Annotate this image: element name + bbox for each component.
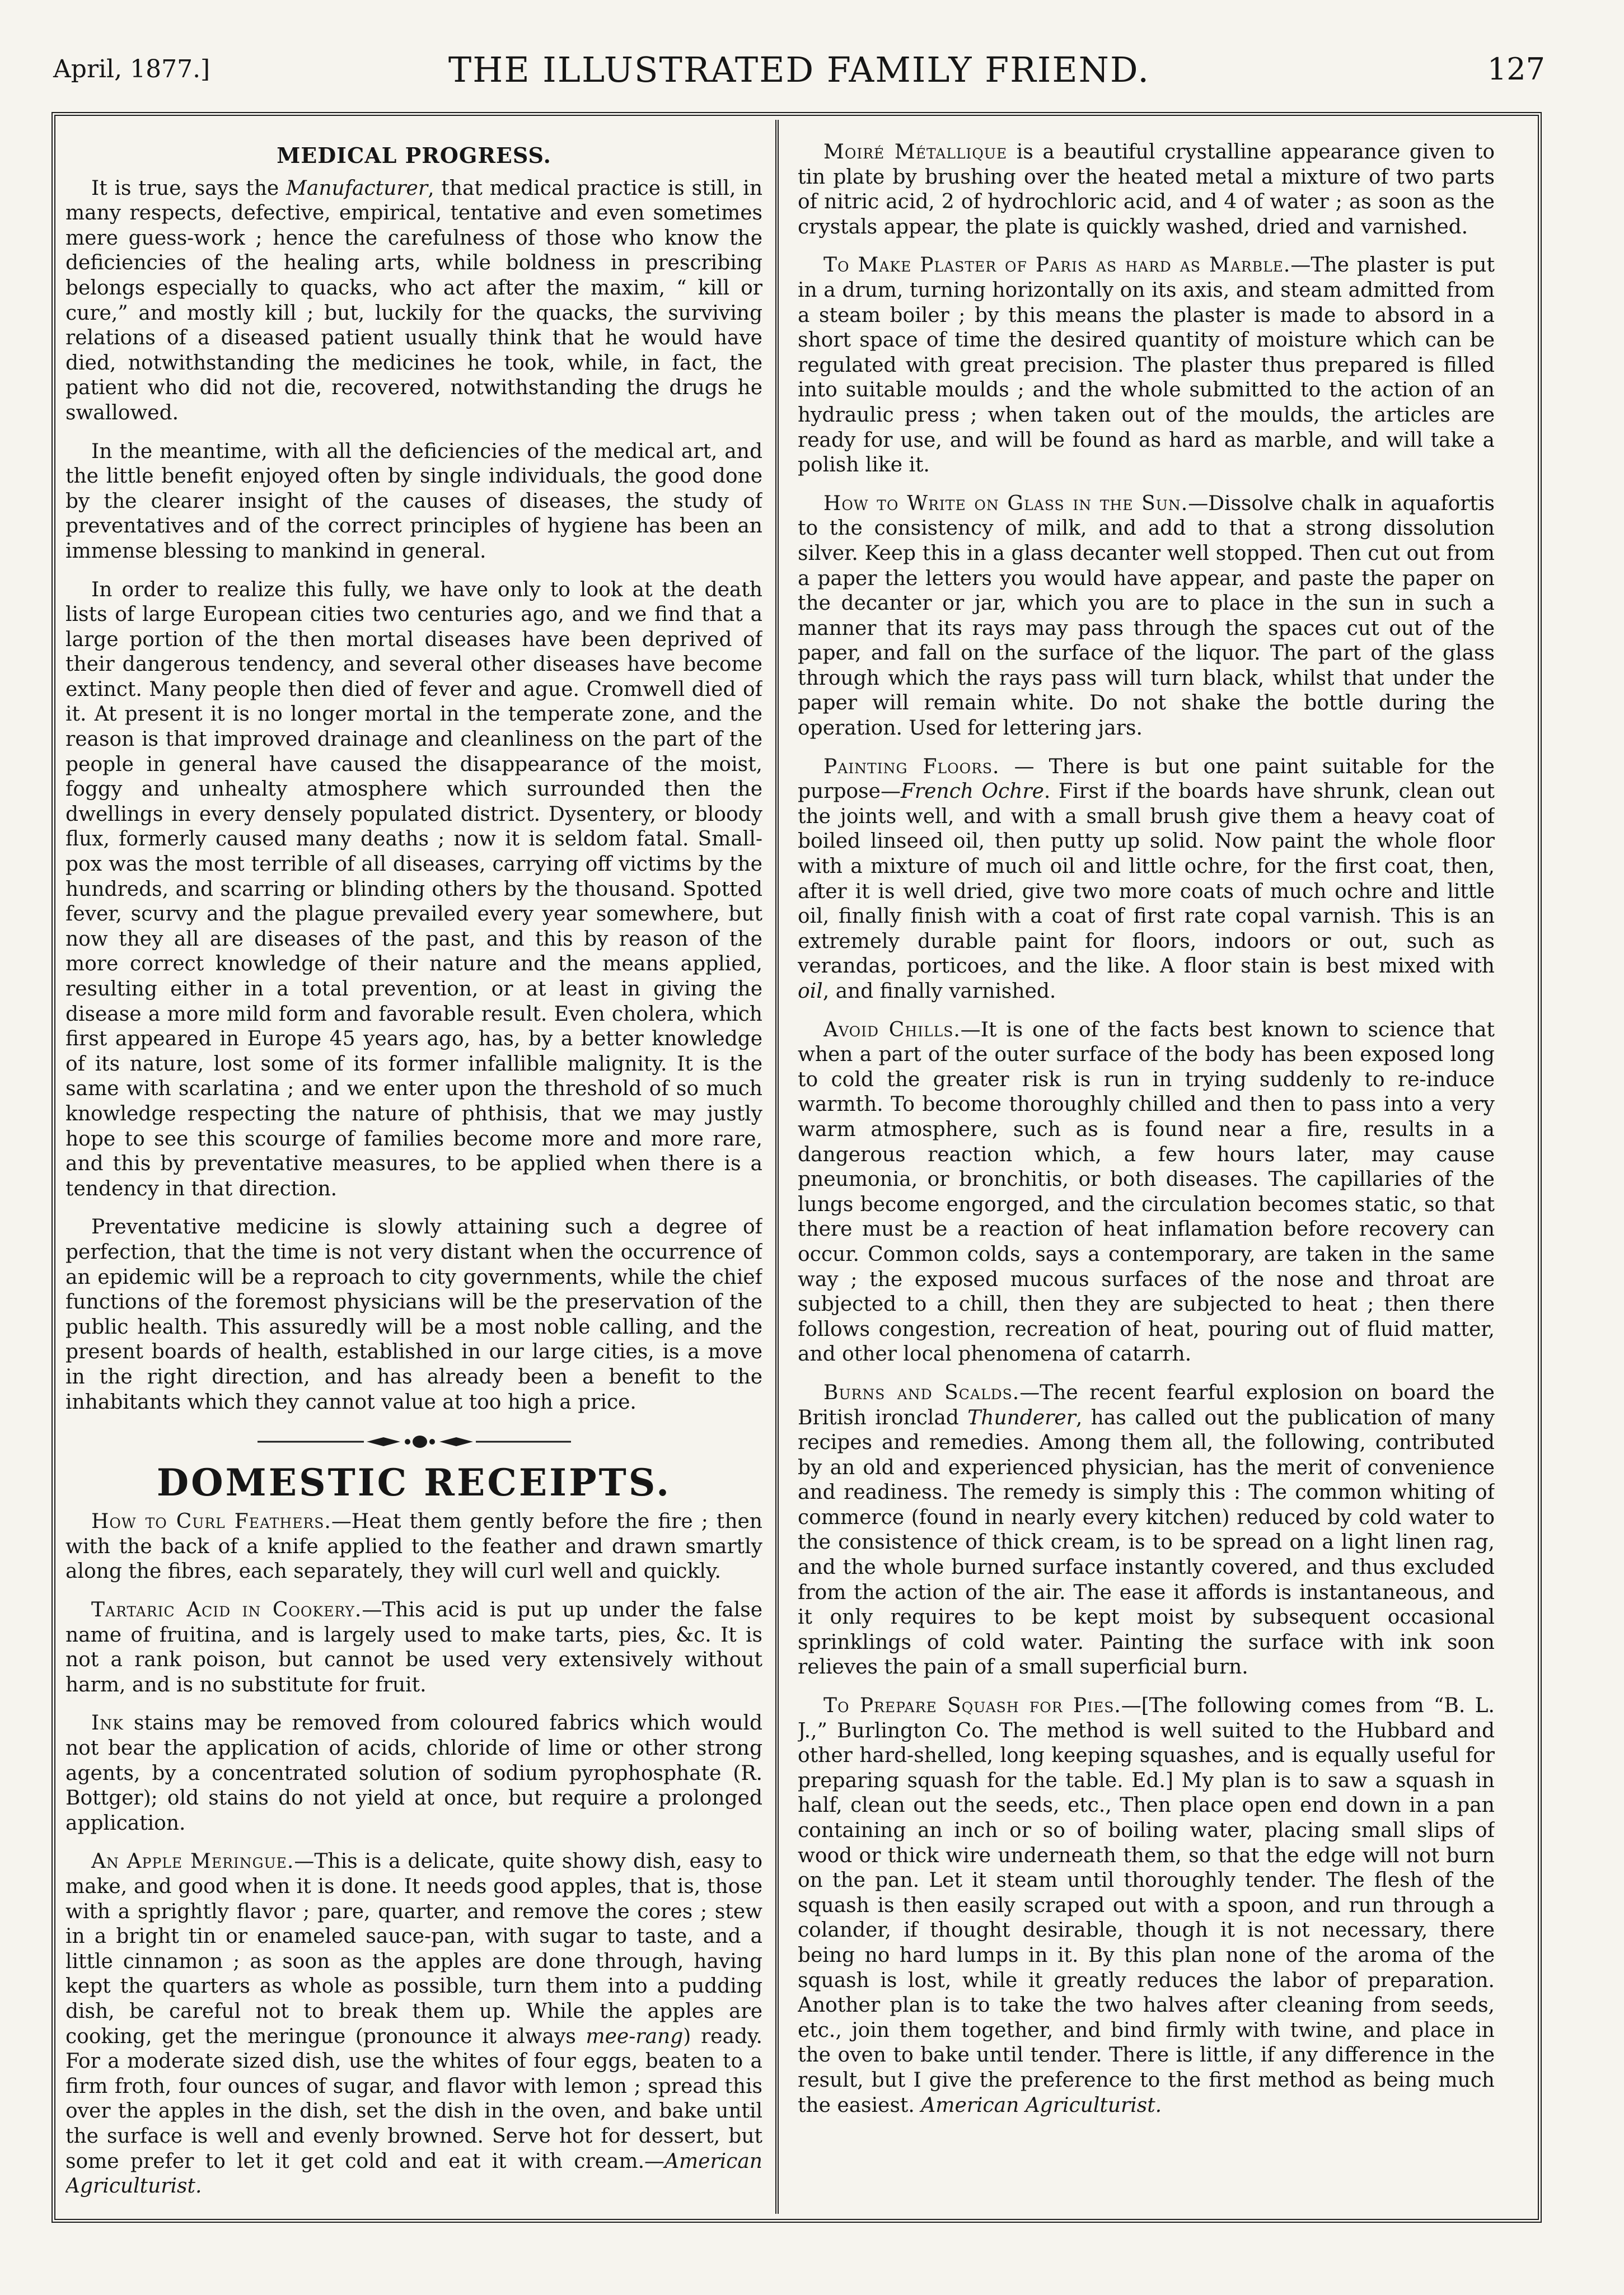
medical-progress-heading: MEDICAL PROGRESS. [277,143,551,168]
right-column [798,140,1495,2206]
receipt-paragraph: An Apple Meringue.—This is a delicate, quite showy dish, easy to make, and good when it is done. It needs good apples, that is, those with a sprightly flavor ; pare, quarter, and remove the cores ; stew in a bright tin or enameled sauce-pan, with sugar to taste, and a little cinnamon ; as soon as the apples are done through, having kept the quarters as whole as possible, turn them into a pudding dish, be careful not to break them up. While the apples are cooking, get the meringue (pronounce it always mee-rang) ready. For a moderate sized dish, use the whites of four eggs, beaten to a firm froth, four ounces of sugar, and flavor with lemon ; spread this over the apples in the dish, set the dish in the oven, and bake until the surface is well and evenly browned. Serve hot for dessert, but some prefer to let it get cold and eat it with cream.—American Agriculturist. [65,1850,762,2198]
ornamental-rule [65,1432,762,1457]
column-rule [775,120,779,2214]
left-column [65,140,762,2206]
receipt-paragraph: Avoid Chills.—It is one of the facts best known to science that when a part of the outer surface of the body has been exposed long to cold the greater risk is run in trying suddenly to re-induce warmth. To become thoroughly chilled and then to pass into a very warm atmosphere, such as is found near a fire, results in a dangerous reaction which, a few hours later, may cause pneumonia, or bronchitis, or both diseases. The capillaries of the lungs become engorged, and the circulation becomes static, so that there must be a reaction of heat inflamation before recovery can occur. Common colds, says a contemporary, are taken in the same way ; the exposed mucous surfaces of the nose and throat are subjected to a chill, then they are subjected to heat ; then there follows congestion, recreation of heat, pouring out of fluid matter, and other local phenomena of catarrh. [798,1018,1495,1366]
running-head [53,49,1545,97]
page-number: 127 [1487,52,1545,87]
receipt-paragraph: How to Write on Glass in the Sun.—Dissolve chalk in aquafortis to the consistency of milk, and add to that a strong dissolution silver. Keep this in a glass decanter well stopped. Then cut out from a paper the letters you would have appear, and paste the paper on the decanter or jar, which you are to place in the sun in such a manner that its rays may pass through the spaces cut out of the paper, and fall on the surface of the liquor. The part of the glass through which the rays pass will turn black, whilst that under the paper will remain white. Do not shake the bottle during the operation. Used for lettering jars. [798,492,1495,740]
medical-paragraph: It is true, says the Manufacturer, that medical practice is still, in many respects, defective, empirical, tentative and even sometimes mere guess-work ; hence the carefulness of those who know the deficiencies of the healing arts, while boldness in prescribing belongs especially to quacks, who act after the maxim, “ kill or cure,” and mostly kill ; but, luckily for the quacks, the surviving relations of a diseased patient usually think that he would have died, notwithstanding the medicines he took, while, in fact, the patient who did not die, recovered, notwithstanding the drugs he swallowed. [65,176,762,424]
receipt-paragraph: Tartaric Acid in Cookery.—This acid is put up under the false name of fruitina, and is largely used to make tarts, pies, &c. It is not a rank poison, but cannot be used very extensively without harm, and is no substitute for fruit. [65,1598,762,1696]
medical-paragraph: Preventative medicine is slowly attaining such a degree of perfection, that the time is not very distant when the occurrence of an epidemic will be a reproach to city governments, while the chief functions of the foremost physicians will be the preservation of the public health. This assuredly will be a most noble calling, and the present boards of health, established in our large cities, is a move in the right direction, and has already been a benefit to the inhabitants which they cannot value at too high a price. [65,1216,762,1414]
receipt-paragraph: Burns and Scalds.—The recent fearful explosion on board the British ironclad Thunderer, has called out the publication of many recipes and remedies. Among them all, the following, contributed by an old and experienced physician, has the merit of convenience and readiness. The remedy is simply this : The common whiting of commerce (found in nearly every kitchen) reduced by cold water to the consistence of thick cream, is to be spread on a light linen rag, and the whole burned surface instantly covered, and thus excluded from the action of the air. The ease it affords is instantaneous, and it only requires to be kept moist by subsequent occasional sprinklings of cold water. Painting the surface with ink soon relieves the pain of a small superficial burn. [798,1381,1495,1679]
receipt-paragraph: Painting Floors. — There is but one paint suitable for the purpose—French Ochre. First if the boards have shrunk, clean out the joints well, and with a small brush give them a heavy coat of boiled linseed oil, then putty up solid. Now paint the whole floor with a mixture of much oil and little ochre, for the first coat, then, after it is well dried, give two more coats of much ochre and little oil, finally finish with a coat of first rate copal varnish. This is an extremely durable paint for floors, indoors or out, such as verandas, porticoes, and the like. A floor stain is best mixed with oil, and finally varnished. [798,755,1495,1003]
source-attribution: American Agriculturist. [914,2093,1162,2117]
domestic-receipts-heading: DOMESTIC RECEIPTS. [156,1460,672,1504]
medical-paragraph: In order to realize this fully, we have only to look at the death lists of large European cities two centuries ago, and we find that a large portion of the then mortal diseases have been deprived of their dangerous tendency, and several other diseases have become extinct. Many people then died of fever and ague. Cromwell died of it. At present it is no longer mortal in the temperate zone, and the reason is that improved drainage and cleanliness on the part of the people in general have caused the disappearance of the moist, foggy and unhealty atmosphere which surrounded then the dwellings in every densely populated district. Dysentery, or bloody flux, formerly caused many deaths ; now it is seldom fatal. Small-pox was the most terrible of all diseases, carrying off victims by the hundreds, and scarring or blinding others by the thousand. Spotted fever, scurvy and the plague prevailed every year somewhere, but now they all are diseases of the past, and this by reason of the more correct knowledge of their nature and the means applied, resulting either in a total prevention, or at least in giving the disease a more mild form and favorable result. Even cholera, which first appeared in Europe 45 years ago, has, by a better knowledge of its nature, lost some of its former infallible malignity. It is the same with scarlatina ; and we enter upon the threshold of so much knowledge respecting the nature of phthisis, that we may justly hope to see this scourge of families become more and more rare, and this by preventative measures, to be applied when there is a tendency in that direction. [65,578,762,1200]
receipt-paragraph: How to Curl Feathers.—Heat them gently before the fire ; then with the back of a knife applied to the feather and drawn smartly along the fibres, each separately, they will curl well and quickly. [65,1510,762,1583]
ornament-icon [258,1433,571,1450]
receipt-paragraph: To Prepare Squash for Pies.—[The following comes from “B. L. J.,” Burlington Co. The method is well suited to the Hubbard and other hard-shelled, long keeping squashes, and is equally useful for preparing squash for the table. Ed.] My plan is to saw a squash in half, clean out the seeds, etc., Then place open end down in a pan containing an inch or so of boiling water, placing small slips of wood or thick wire underneath them, so that the edge will not burn on the pan. Let it steam until thoroughly tender. The flesh of the squash is then easily scraped out with a spoon, and run through a colander, if thought desirable, though it is not necessary, there being no hard lumps in it. By this plan none of the aroma of the squash is lost, while it greatly reduces the labor of preparation. Another plan is to take the two halves after cleaning from seeds, etc., join them together, and bind firmly with twine, and place in the oven to bake until tender. There is little, if any difference in the result, but I give the preference to the first method as being much the easiest. American Agriculturist. [798,1694,1495,2117]
source-attribution: —American Agriculturist. [65,2149,762,2198]
receipt-paragraph: To Make Plaster of Paris as hard as Marble.—The plaster is put in a drum, turning horizontally on its axis, and steam admitted from a steam boiler ; by this means the plaster is made to absord in a short space of time the desired quantity of moisture which can be regulated with great precision. The plaster thus prepared is filled into suitable moulds ; and the whole submitted to the action of an hydraulic press ; when taken out of the moulds, the articles are ready for use, and will be found as hard as marble, and will take a polish like it. [798,254,1495,477]
medical-paragraph: In the meantime, with all the deficiencies of the medical art, and the little benefit enjoyed often by single individuals, the good done by the clearer insight of the causes of diseases, the study of preventatives and of the correct principles of hygiene has been an immense blessing to mankind in general. [65,440,762,563]
receipt-paragraph: Ink stains may be removed from coloured fabrics which would not bear the application of acids, chloride of lime or other strong agents, by a concentrated solution of sodium pyrophosphate (R. Bottger); old stains do not yield at once, but require a prolonged application. [65,1712,762,1835]
issue-date: April, 1877.] [53,55,210,83]
publication-title: THE ILLUSTRATED FAMILY FRIEND. [448,49,1150,90]
receipt-paragraph: Moiré Métallique is a beautiful crystalline appearance given to tin plate by brushing over the heated metal a mixture of two parts of nitric acid, 2 of hydrochloric acid, and 4 of water ; as soon as the crystals appear, the plate is quickly washed, dried and varnished. [798,141,1495,239]
